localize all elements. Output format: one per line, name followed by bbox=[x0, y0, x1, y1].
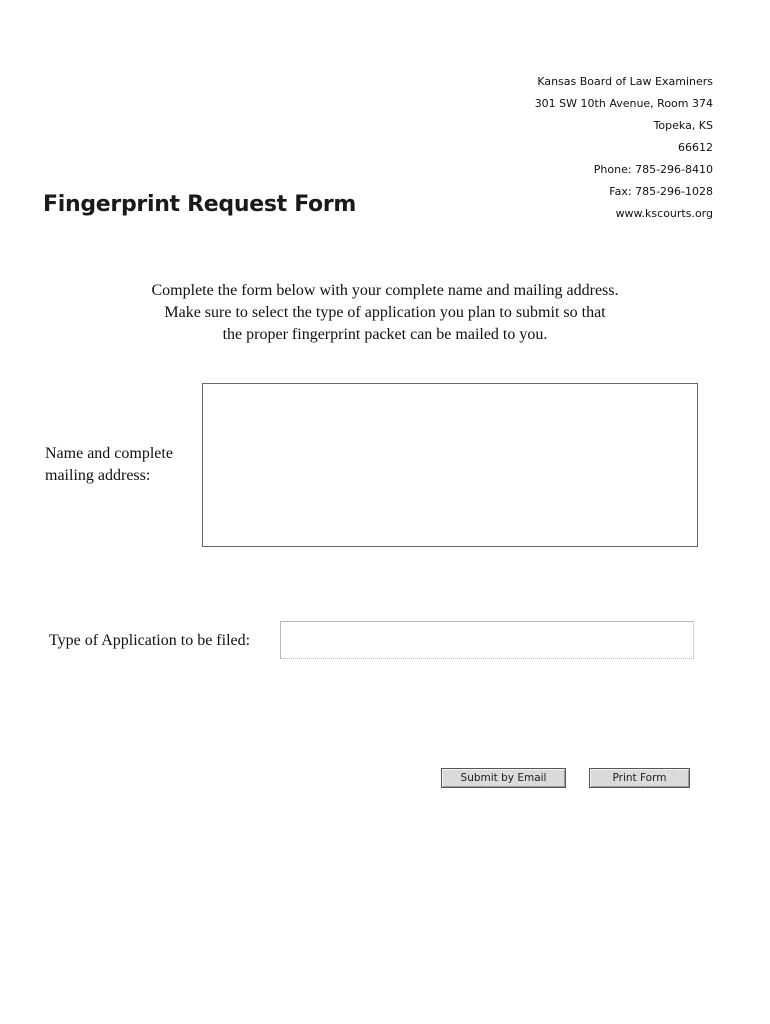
organization-name: Kansas Board of Law Examiners bbox=[537, 75, 713, 88]
application-type-input[interactable] bbox=[280, 621, 694, 659]
print-form-button[interactable]: Print Form bbox=[589, 768, 690, 788]
name-address-label bbox=[45, 443, 173, 487]
form-title: Fingerprint Request Form bbox=[43, 192, 357, 217]
form-instructions bbox=[0, 280, 770, 346]
organization-street: 301 SW 10th Avenue, Room 374 bbox=[534, 97, 713, 110]
name-address-input[interactable] bbox=[202, 383, 698, 547]
organization-fax: Fax: 785-296-1028 bbox=[609, 185, 713, 198]
instructions-line-1: Complete the form below with your complete name and mailing address. bbox=[151, 282, 619, 299]
name-address-label-line-2: mailing address: bbox=[45, 467, 151, 484]
organization-phone: Phone: 785-296-8410 bbox=[593, 163, 713, 176]
organization-city-state: Topeka, KS bbox=[653, 119, 713, 132]
organization-contact-block bbox=[535, 71, 713, 225]
instructions-line-2: Make sure to select the type of application you plan to submit so that bbox=[164, 304, 606, 321]
name-address-label-line-1: Name and complete bbox=[45, 445, 173, 462]
organization-website: www.kscourts.org bbox=[615, 207, 713, 220]
application-type-label: Type of Application to be filed: bbox=[49, 632, 251, 649]
submit-by-email-button[interactable]: Submit by Email bbox=[441, 768, 566, 788]
organization-zip: 66612 bbox=[678, 141, 713, 154]
instructions-line-3: the proper fingerprint packet can be mailed to you. bbox=[222, 326, 548, 343]
